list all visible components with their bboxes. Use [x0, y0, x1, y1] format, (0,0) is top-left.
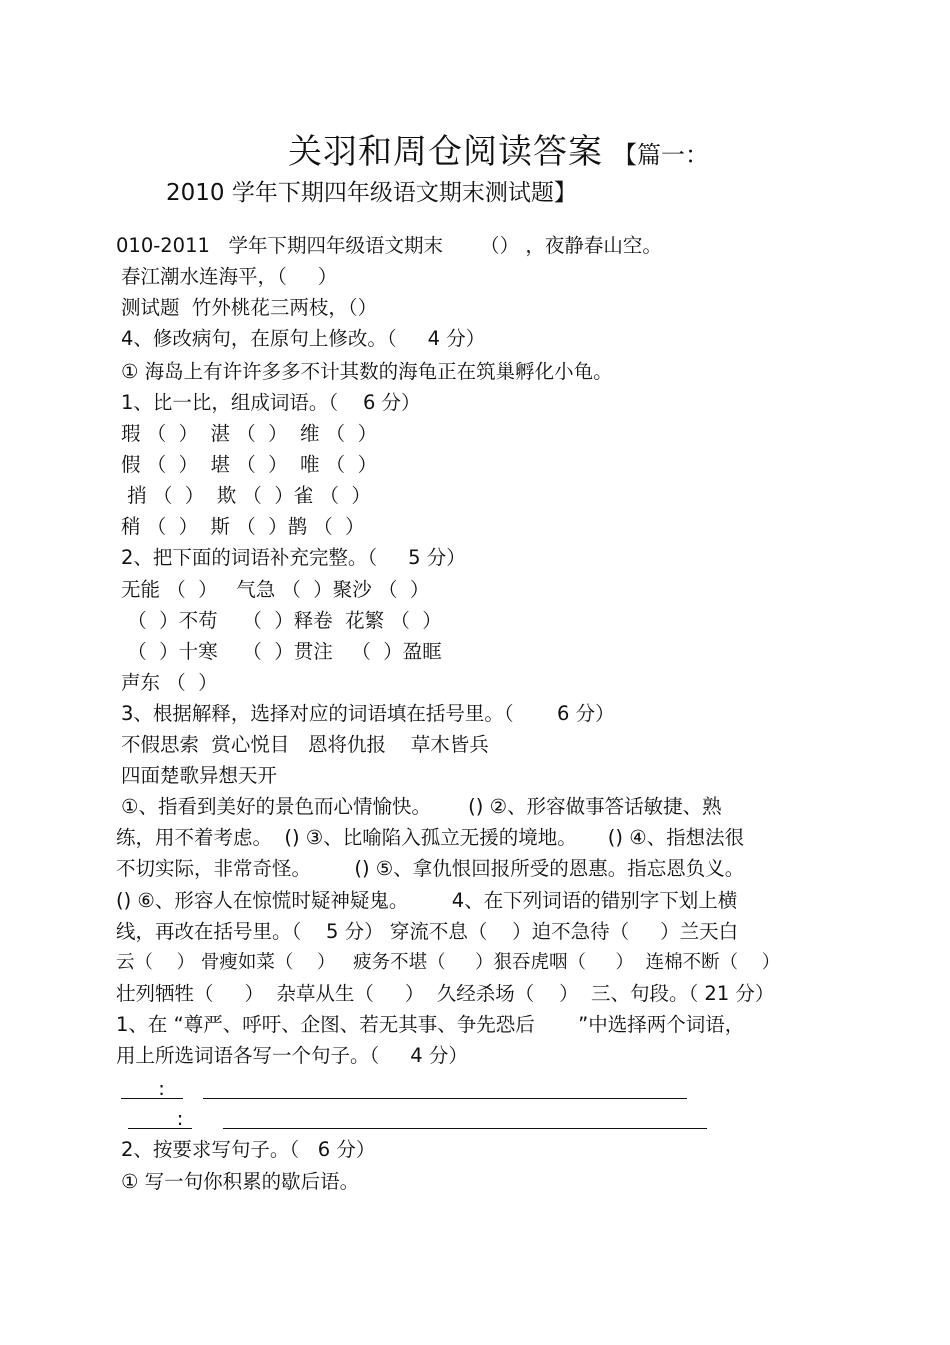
title-line-1 [288, 124, 709, 173]
text-line: ① 写一句你积累的歇后语。 [121, 1170, 360, 1193]
text-line: 010-2011 学年下期四年级语文期末 （） ，夜静春山空。 [116, 234, 662, 257]
text-line: 用上所选词语各写一个句子。（ 4 分） [116, 1044, 468, 1067]
text-line: 练，用不着考虑。 () ③、比喻陷入孤立无援的境地。 () ④、指想法很 [116, 826, 745, 849]
text-line: ①、指看到美好的景色而心情愉快。 () ②、形容做事答话敏捷、熟 [121, 795, 722, 818]
text-line: 捎 （ ） 欺 （ ）雀 （ ） [121, 484, 371, 507]
text-line: （ ）十寒 （ ）贯注 （ ）盈眶 [121, 640, 442, 663]
text-line: 不切实际，非常奇怪。 () ⑤、拿仇恨回报所受的恩惠。指忘恩负义。 [116, 857, 745, 880]
text-line: 测试题 竹外桃花三两枝，（） [121, 296, 378, 319]
text-line: （ ）不苟 （ ）释卷 花繁 （ ） [121, 609, 442, 632]
text-line: 四面楚歌异想天开 [121, 764, 278, 787]
document-subtitle: 2010 学年下期四年级语文期末测试题】 [166, 180, 577, 206]
text-line: 线，再改在括号里。（ 5 分） 穿流不息（ ）迫不急待（ ）兰天白 [116, 920, 739, 943]
word-blank[interactable] [121, 1098, 183, 1099]
text-line: 4、修改病句，在原句上修改。（ 4 分） [121, 327, 486, 350]
sentence-blank[interactable] [203, 1098, 687, 1099]
text-line: 瑕 （ ） 湛 （ ） 维 （ ） [121, 422, 378, 445]
answer-line-label: : [121, 1107, 184, 1130]
title-bracket-prefix: 【篇一： [613, 141, 709, 169]
text-line: 2、把下面的词语补充完整。（ 5 分） [121, 546, 466, 569]
text-line: 壮列牺牲（ ） 杂草从生（ ） 久经杀场（ ） 三、句段。（ 21 分） [116, 982, 775, 1005]
text-line: 2、按要求写句子。（ 6 分） [121, 1138, 376, 1161]
text-line: 假 （ ） 堪 （ ） 唯 （ ） [121, 453, 378, 476]
text-line: 不假思索 赏心悦目 恩将仇报 草木皆兵 [121, 733, 489, 756]
text-line: 稍 （ ） 斯 （ ）鹊 （ ） [121, 515, 365, 538]
text-line: 云（ ） 骨瘦如菜（ ） 疲务不堪（ ）狠吞虎咽（ ） 连棉不断（ ） [116, 952, 781, 973]
text-line: 1、在 “尊严、呼吁、企图、若无其事、争先恐后 ”中选择两个词语， [116, 1013, 745, 1036]
word-blank[interactable] [128, 1128, 192, 1129]
sentence-blank[interactable] [223, 1128, 707, 1129]
text-line: 3、根据解释，选择对应的词语填在括号里。（ 6 分） [121, 702, 615, 725]
text-line: 无能 （ ） 气急 （ ）聚沙 （ ） [121, 578, 430, 601]
text-line: ① 海岛上有许许多多不计其数的海龟正在筑巢孵化小龟。 [121, 360, 613, 383]
text-line: () ⑥、形容人在惊慌时疑神疑鬼。 4、在下列词语的错别字下划上横 [116, 889, 738, 912]
text-line: 1、比一比，组成词语。（ 6 分） [121, 391, 421, 414]
answer-line-label: : [121, 1077, 165, 1100]
text-line: 声东 （ ） [121, 671, 218, 694]
text-line: 春江潮水连海平，（ ） [121, 265, 338, 288]
document-title: 关羽和周仓阅读答案 [288, 132, 603, 172]
